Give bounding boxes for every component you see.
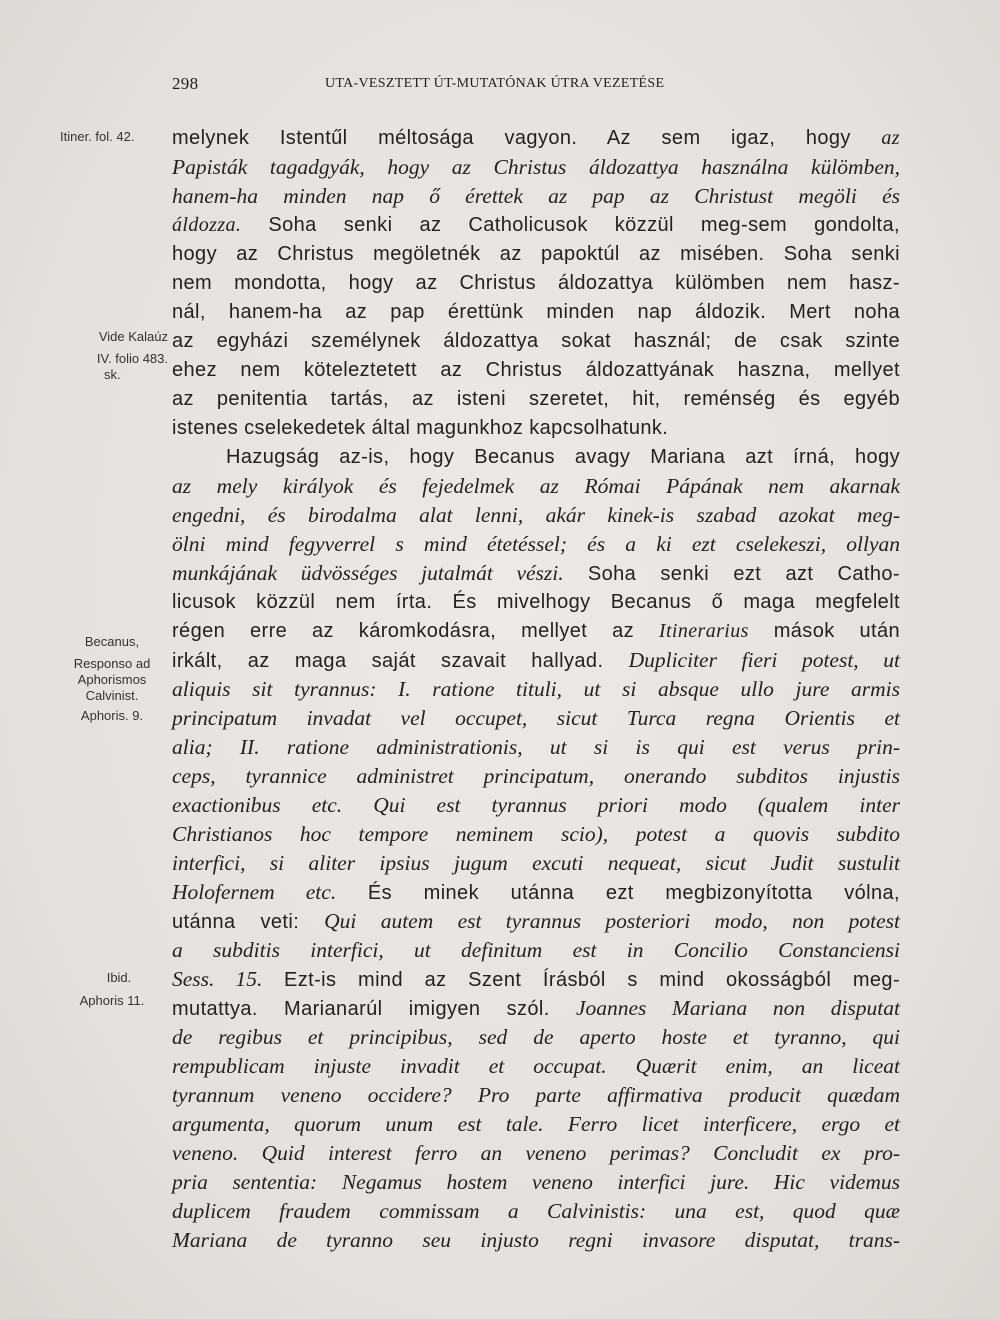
main-text — [172, 124, 900, 1255]
text-span: mutattya. Marianarúl imigyen szól. — [172, 998, 576, 1020]
text-line — [172, 443, 900, 472]
text-span-italic: Holofernem etc. — [172, 880, 337, 904]
margin-note-line: Calvinist. — [85, 688, 139, 703]
text-span-italic: hanem-ha minden nap ő érettek az pap az Christust megöli és — [172, 184, 900, 208]
text-span-italic: ceps, tyrannice administret principatum, onerando subditos injustis — [172, 764, 900, 788]
text-line — [172, 994, 900, 1023]
text-line — [172, 1052, 900, 1081]
text-span-italic: a subditis interfici, ut definitum est in Concilio Constanciensi — [172, 938, 900, 962]
text-line — [172, 385, 900, 414]
text-span: istenes cselekedetek által magunkhoz kapcsolhatunk. — [172, 417, 669, 439]
text-span-italic: munkájának üdvösséges jutalmát vészi. — [172, 561, 564, 585]
margin-note-line: Ibid. — [106, 970, 132, 985]
text-line — [172, 907, 900, 936]
margin-note-line: Becanus, — [84, 634, 140, 649]
text-line — [172, 153, 900, 182]
text-span-italic: de regibus et principibus, sed de aperto hoste et tyranno, qui — [172, 1025, 900, 1049]
text-span-italic: veneno. Quid interest ferro an veneno perimas? Concludit ex pro- — [172, 1141, 900, 1165]
text-span: hogy az Christus megöletnék az papoktúl az misében. Soha senki — [172, 243, 900, 265]
margin-note-line: Itiner. fol. 42. — [60, 129, 135, 144]
text-span: nál, hanem-ha az pap érettünk minden nap áldozik. Mert noha — [172, 301, 900, 323]
text-span-italic: interfici, si aliter ipsius jugum excuti nequeat, sicut Judit sustulit — [172, 851, 900, 875]
text-span-italic: Sess. 15. — [172, 967, 263, 991]
text-line — [172, 1226, 900, 1255]
text-line — [172, 675, 900, 704]
text-line — [172, 849, 900, 878]
text-span: ehez nem köteleztetett az Christus áldozattyának haszna, mellyet — [172, 359, 900, 381]
text-line — [172, 733, 900, 762]
text-line — [172, 472, 900, 501]
text-span: az penitentia tartás, az isteni szeretet, hit, reménség és egyéb — [172, 388, 900, 410]
text-line — [172, 878, 900, 907]
text-line — [172, 762, 900, 791]
margin-note-line: Aphoris 11. — [79, 993, 145, 1008]
text-line — [172, 269, 900, 298]
text-span: utánna veti: — [172, 911, 325, 933]
text-line — [172, 1110, 900, 1139]
text-line — [172, 1081, 900, 1110]
text-span-italic: duplicem fraudem commissam a Calvinistis: una est, quod quæ — [172, 1199, 900, 1223]
text-span-italic: Qui autem est tyrannus posteriori modo, non potest — [324, 909, 901, 933]
text-span: régen erre az káromkodásra, mellyet az — [172, 620, 659, 642]
text-span: nem mondotta, hogy az Christus áldozattya külömben nem hasz- — [172, 272, 900, 294]
margin-note-line: Vide Kalaúz — [98, 329, 168, 344]
text-span: licusok közzül nem írta. És mivelhogy Becanus ő maga megfelelt — [172, 591, 900, 613]
text-span-italic: Joannes Mariana non disputat — [575, 996, 900, 1020]
text-line — [172, 1023, 900, 1052]
text-span-italic: tyrannum veneno occidere? Pro parte affirmativa producit quædam — [172, 1083, 900, 1107]
running-title: UTA-VESZTETT ÚT-MUTATÓNAK ÚTRA VEZETÉSE — [325, 76, 665, 91]
text-span-italic: áldozza. — [172, 214, 242, 236]
text-line — [172, 182, 900, 211]
text-line — [172, 501, 900, 530]
text-span-italic: pria sententia: Negamus hostem veneno interfici jure. Hic videmus — [172, 1170, 900, 1194]
margin-note-line: Aphorismos — [77, 672, 147, 687]
text-line — [172, 704, 900, 733]
text-span: Hazugság az-is, hogy Becanus avagy Mariana azt írná, hogy — [226, 446, 900, 468]
text-line — [172, 588, 900, 617]
text-span-italic: Dupliciter fieri potest, ut — [628, 648, 900, 672]
text-span-italic: Papisták tagadgyák, hogy az Christus áldozattya használna külömben, — [172, 155, 900, 179]
page-number: 298 — [172, 74, 199, 93]
text-span-italic: argumenta, quorum unum est tale. Ferro licet interficere, ergo et — [172, 1112, 900, 1136]
margin-note-line: sk. — [104, 367, 121, 382]
margin-note-line: IV. folio 483. — [96, 351, 168, 366]
margin-note-itiner — [60, 129, 176, 145]
text-line — [172, 298, 900, 327]
text-span: Ezt-is mind az Szent Írásból s mind okosságból meg- — [262, 969, 900, 991]
text-span-italic: Itinerarius — [658, 620, 749, 642]
text-span: melynek Istentűl méltosága vagyon. Az sem igaz, hogy — [172, 127, 882, 149]
text-span-italic: engedni, és birodalma alat lenni, akár kinek-is szabad azokat meg- — [172, 503, 900, 527]
margin-note-ibid — [58, 970, 166, 1009]
text-line — [172, 1139, 900, 1168]
text-span: irkált, az maga saját szavait hallyad. — [172, 650, 629, 672]
text-line — [172, 965, 900, 994]
text-span: az egyházi személynek áldozattya sokat használ; de csak szinte — [172, 330, 900, 352]
text-span: Soha senki ezt azt Catho- — [563, 563, 900, 585]
text-span-italic: principatum invadat vel occupet, sicut Turca regna Orientis et — [172, 706, 900, 730]
text-span-italic: aliquis sit tyrannus: I. ratione tituli, ut si absque ullo jure armis — [172, 677, 900, 701]
text-line — [172, 1197, 900, 1226]
text-line — [172, 936, 900, 965]
text-span-italic: az mely királyok és fejedelmek az Római Pápának nem akarnak — [172, 474, 900, 498]
text-span-italic: az — [881, 127, 900, 149]
margin-note-vide — [60, 329, 168, 383]
text-line — [172, 414, 900, 443]
margin-note-becanus — [58, 634, 166, 724]
text-span: És minek utánna ezt megbizonyította vólna, — [336, 882, 900, 904]
text-line — [172, 211, 900, 240]
text-line — [172, 791, 900, 820]
text-line — [172, 617, 900, 646]
margin-note-line: Aphoris. 9. — [80, 708, 144, 723]
text-line — [172, 240, 900, 269]
text-line — [172, 1168, 900, 1197]
text-span-italic: ölni mind fegyverrel s mind étetéssel; és a ki ezt cselekeszi, ollyan — [172, 532, 900, 556]
text-line — [172, 646, 900, 675]
text-line — [172, 356, 900, 385]
text-line — [172, 820, 900, 849]
text-line — [172, 530, 900, 559]
text-span-italic: exactionibus etc. Qui est tyrannus priori modo (qualem inter — [172, 793, 900, 817]
text-span-italic: Christianos hoc tempore neminem scio), potest a quovis subdito — [172, 822, 900, 846]
text-span-italic: rempublicam injuste invadit et occupat. Quærit enim, an liceat — [172, 1054, 900, 1078]
text-span: mások után — [748, 620, 900, 642]
text-span-italic: alia; II. ratione administrationis, ut si is qui est verus prin- — [172, 735, 900, 759]
margin-note-line: Responso ad — [73, 656, 151, 671]
text-line — [172, 559, 900, 588]
text-span-italic: Mariana de tyranno seu injusto regni invasore disputat, trans- — [172, 1228, 900, 1252]
text-line — [172, 124, 900, 153]
text-span: Soha senki az Catholicusok közzül meg-sem gondolta, — [241, 214, 900, 236]
text-line — [172, 327, 900, 356]
